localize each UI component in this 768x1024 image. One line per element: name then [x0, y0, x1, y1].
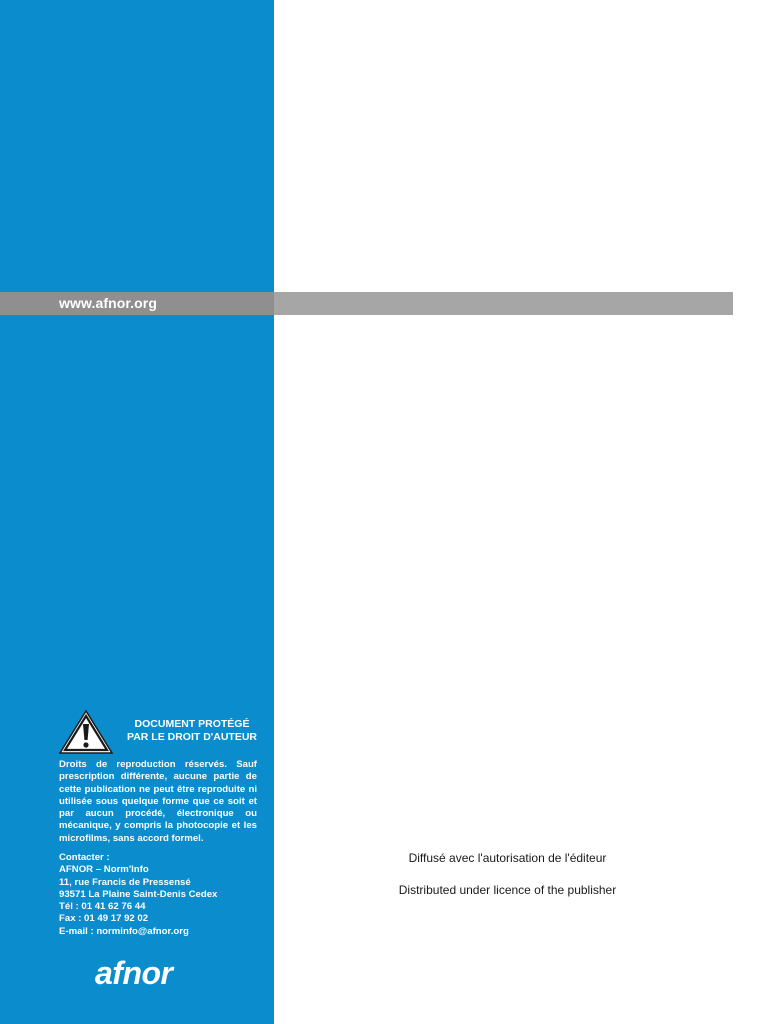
contact-label: Contacter : — [59, 852, 110, 863]
contact-city: 93571 La Plaine Saint-Denis Cedex — [59, 888, 218, 900]
notice-french: Diffusé avec l'autorisation de l'éditeur — [408, 851, 607, 865]
notice-english: Distributed under licence of the publisher — [398, 883, 617, 897]
copyright-warning — [58, 709, 258, 757]
contact-email[interactable]: E-mail : norminfo@afnor.org — [59, 925, 189, 937]
contact-name: AFNOR – Norm'Info — [59, 864, 149, 876]
contact-street: 11, rue Francis de Pressensé — [59, 876, 191, 888]
website-url[interactable]: www.afnor.org — [59, 295, 158, 311]
contact-block — [59, 852, 264, 938]
afnor-logo-text: afnor — [95, 955, 173, 991]
contact-fax: Fax : 01 49 17 92 02 — [59, 913, 149, 925]
rights-text: Droits de reproduction réservés. Sauf prescription différente, aucune partie de cette publication ne peut être reproduite ni utilisée sous quelque forme que ce soit et par aucun procédé, électronique ou mécanique, y compris la photocopie et les microfilms, sans accord formel. — [59, 759, 257, 844]
warning-triangle-icon — [58, 709, 114, 755]
warning-title-line2: PAR LE DROIT D'AUTEUR — [126, 731, 258, 743]
contact-phone: Tél : 01 41 62 76 44 — [59, 901, 146, 913]
warning-title-line1: DOCUMENT PROTÉGÉ — [134, 718, 250, 730]
afnor-logo — [95, 955, 215, 991]
warning-title — [122, 718, 262, 744]
